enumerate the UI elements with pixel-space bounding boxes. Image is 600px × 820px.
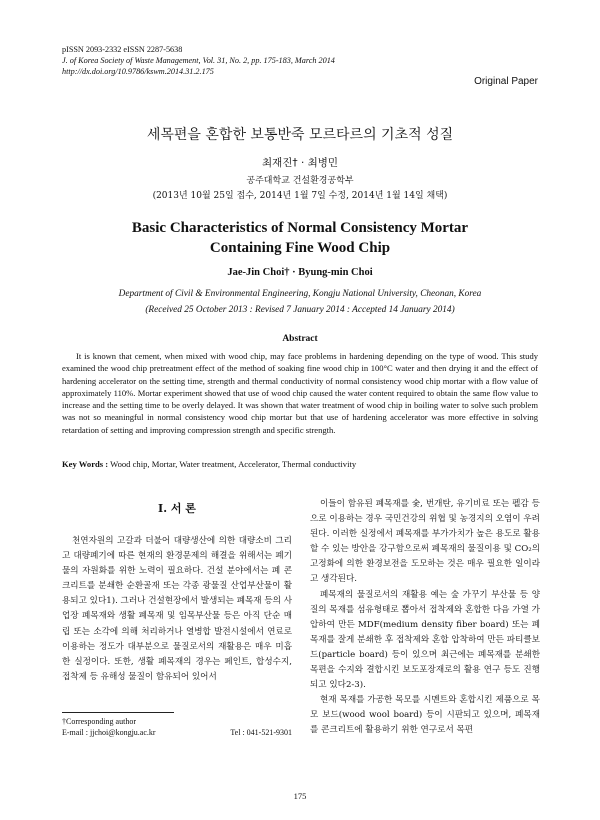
footnote-rule: [62, 712, 174, 713]
english-affiliation: Department of Civil & Environmental Engineering, Kongju National University, Cheonan, Korea: [118, 289, 482, 299]
english-title-line1: Basic Characteristics of Normal Consistency Mortar: [131, 220, 469, 236]
journal-header: [62, 44, 335, 77]
issn: pISSN 2093-2332 eISSN 2287-5638: [62, 45, 183, 54]
abstract-heading: Abstract: [282, 334, 318, 344]
korean-title: 세목편을 혼합한 보통반죽 모르타르의 기초적 성질: [146, 127, 454, 143]
right-column: [310, 497, 540, 739]
footnote: [62, 716, 292, 738]
section-heading-introduction: I. 서 론: [158, 502, 196, 515]
keywords-text: Wood chip, Mortar, Water treatment, Accelerator, Thermal conductivity: [110, 459, 357, 469]
contact-row: [62, 727, 292, 738]
body-paragraph: 천연자원의 고갈과 더불어 대량생산에 의한 대량소비 그리고 대량폐기에 따른 현재의 환경문제의 해결을 위해서는 폐기물의 자원화를 위한 노력이 필요하다. 건설 분야에서는 폐 콘크리트를 분쇄한 순환골재 또는 각종 광물질 산업부산물이 활용되고 있다1). 그러나 건설현장에서 발생되는 폐목재 등의 사업장 폐목재와 생활 폐목재 및 임목부산물 등은 아직 단순 매립 또는 소각에 의해 처리하거나 열병합 발전시설에서 연료로 이용하는 정도가 대부분으로 물질로서의 재활용은 매우 미흡한 실정이다. 또한, 생활 폐목재의 경우는 페인트, 합성수지, 접착제 등 유해성 물질이 함유되어 있어서: [62, 536, 292, 682]
body-paragraph: 폐목재의 물질로서의 재활용 예는 숲 가꾸기 부산물 등 양질의 목재를 섬유형태로 뽑아서 접착제와 혼합한 다음 가열 가압하여 만든 MDF(medium density fiber board) 또는 폐목재를 잘게 분쇄한 후 접착제와 혼합 압착하여 만든 파티클보드(particle board) 등이 있으며 최근에는 폐목재를 분쇄한 목편을 수지와 결합시킨 보도포장재로의 활용 연구 등도 진행되고 있다2-3).: [310, 589, 540, 691]
korean-affiliation: 공주대학교 건설환경공학부: [246, 176, 354, 186]
keywords: [62, 459, 538, 469]
keywords-label: Key Words :: [62, 459, 109, 469]
page-number: 175: [293, 791, 307, 801]
korean-authors: 최재진† · 최병민: [261, 157, 339, 169]
left-column: [62, 534, 292, 685]
english-title: [0, 218, 600, 258]
korean-dates: (2013년 10월 25일 접수, 2014년 1월 7일 수정, 2014년 1월 14일 채택): [152, 191, 448, 201]
english-title-line2: Containing Fine Wood Chip: [209, 240, 391, 256]
tel-text: Tel : 041-521-9301: [230, 728, 292, 737]
body-paragraph: 현재 목재를 가공한 목모를 시멘트와 혼합시킨 제품으로 목모 보드(wood wool board) 등이 시판되고 있으며, 폐목재를 콘크리트에 활용하기 위한 연구로서 목편: [310, 695, 540, 736]
abstract-text: It is known that cement, when mixed with wood chip, may face problems in hardening depending on the type of wood. This study examined the wood chip pretreatment effect of the method of soaking fine wood chip in 100°C water and then drying it and the effect of hardening accelerator on the setting time, strength and thermal conductivity of normal consistency wood chip mortar with a flow value of approximately 110%. Mortar experiment showed that use of wood chip caused the water content required to obtain the same flow value to increase and the setting time to be overly delayed. It was shown that water treatment of wood chip in boiling water to solve such problem was not so meaningful in normal consistency wood chip mortar but that use of hardening accelerator was more effective in solving retardation of setting and improving compression strength and specific strength.: [62, 351, 538, 435]
english-dates: (Received 25 October 2013 : Revised 7 January 2014 : Accepted 14 January 2014): [145, 305, 455, 315]
doi-link[interactable]: http://dx.doi.org/10.9786/kswm.2014.31.2.175: [62, 67, 214, 76]
body-paragraph: 이들이 함유된 폐목재를 숯, 번개탄, 유기비료 또는 펠감 등으로 이용하는 경우 국민건강의 위협 및 농경지의 오염이 우려된다. 이러한 실정에서 폐목재를 부가가치가 높은 용도로 활용할 수 있는 방안을 강구함으로써 폐목재의 물질이용 및 CO₂의 고정화에 의한 환경보전을 도모하는 것은 매우 필요한 일이라고 생각된다.: [310, 499, 540, 585]
email-text[interactable]: E-mail : jjchoi@kongju.ac.kr: [62, 728, 156, 737]
journal-citation: J. of Korea Society of Waste Management, Vol. 31, No. 2, pp. 175-183, March 2014: [62, 56, 335, 65]
english-authors: Jae-Jin Choi† · Byung-min Choi: [227, 267, 373, 278]
paper-type-label: Original Paper: [474, 76, 538, 87]
corresponding-author-label: †Corresponding author: [62, 717, 136, 726]
